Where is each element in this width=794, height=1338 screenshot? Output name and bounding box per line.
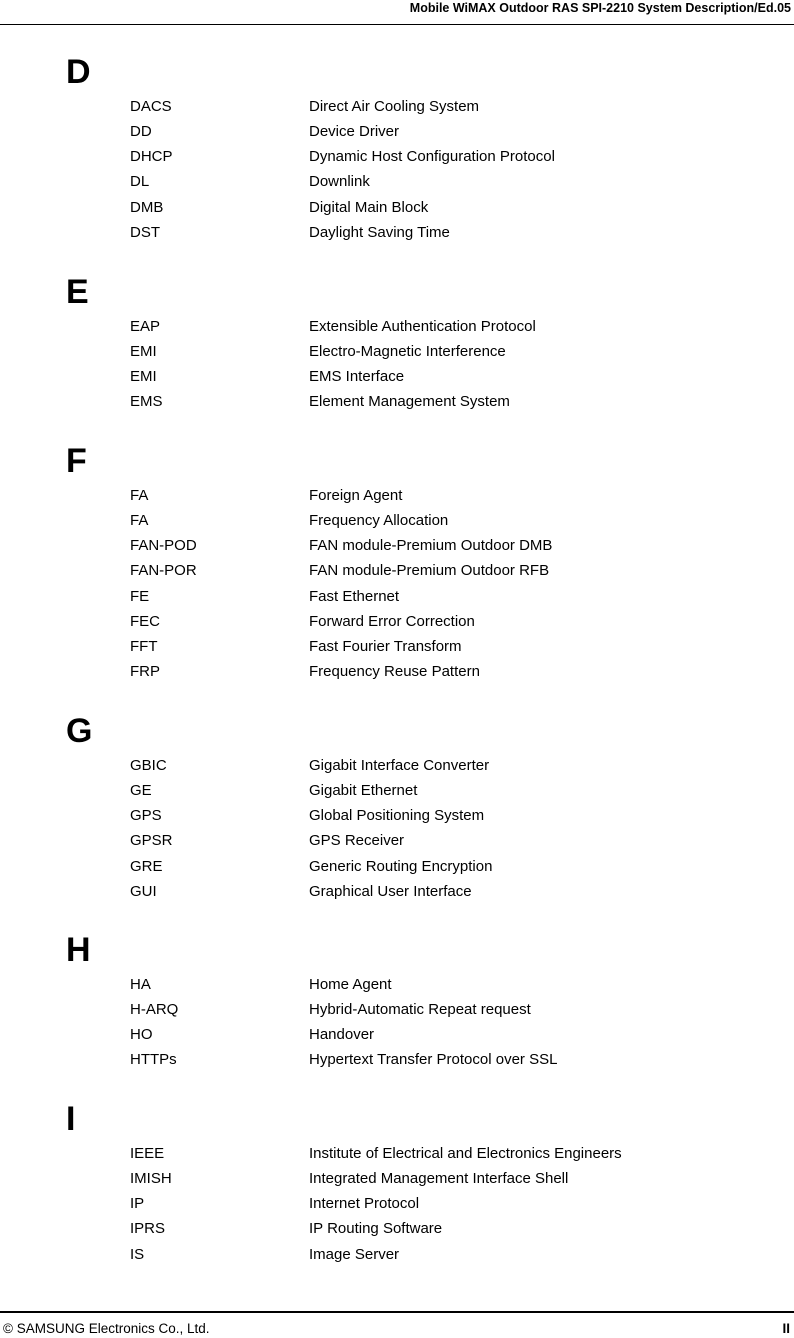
abbreviation: FA — [130, 512, 149, 530]
page-number: II — [782, 1321, 790, 1336]
abbreviation: FA — [130, 487, 149, 504]
glossary-entry — [0, 638, 794, 663]
abbreviation: EMI — [130, 368, 157, 386]
abbreviation: GUI — [130, 882, 157, 900]
definition: Image Server — [309, 1245, 400, 1263]
glossary-entry — [0, 1145, 794, 1170]
abbreviation: FAN-POD — [130, 537, 197, 555]
glossary-entry — [0, 562, 794, 587]
glossary-entry — [0, 1026, 794, 1051]
definition: Gigabit Interface Converter — [309, 757, 490, 774]
glossary-entry — [0, 393, 794, 418]
definition: Foreign Agent — [309, 487, 403, 504]
glossary-entry — [0, 858, 794, 883]
definition: Digital Main Block — [309, 198, 429, 216]
glossary-entry — [0, 1246, 794, 1271]
abbreviation: DL — [130, 173, 150, 191]
glossary-entry — [0, 613, 794, 638]
glossary-entry — [0, 368, 794, 393]
definition: Element Management System — [309, 393, 510, 411]
definition: Institute of Electrical and Electronics Engineers — [309, 1145, 622, 1162]
definition: Handover — [309, 1026, 375, 1044]
page-header — [0, 0, 794, 25]
definition: Fast Ethernet — [309, 587, 400, 605]
glossary-entry — [0, 663, 794, 688]
entry-list — [0, 1145, 794, 1271]
abbreviation: IPRS — [130, 1220, 166, 1238]
definition: Fast Fourier Transform — [309, 637, 462, 655]
section-letter: I — [66, 1100, 76, 1138]
glossary-entry — [0, 782, 794, 807]
glossary-entry — [0, 1001, 794, 1026]
abbreviation: FFT — [130, 637, 158, 655]
definition: FAN module-Premium Outdoor DMB — [309, 537, 553, 555]
definition: Electro-Magnetic Interference — [309, 343, 506, 361]
abbreviation: IMISH — [130, 1170, 172, 1188]
section-letter: G — [66, 712, 93, 750]
definition: Hypertext Transfer Protocol over SSL — [309, 1051, 558, 1069]
definition: Internet Protocol — [309, 1195, 420, 1213]
definition: Device Driver — [309, 123, 400, 141]
definition: Generic Routing Encryption — [309, 857, 493, 875]
definition: Forward Error Correction — [309, 612, 475, 630]
glossary-entry — [0, 173, 794, 198]
definition: FAN module-Premium Outdoor RFB — [309, 562, 550, 580]
definition: EMS Interface — [309, 368, 405, 386]
definition: Home Agent — [309, 976, 392, 993]
abbreviation: DD — [130, 123, 152, 141]
section-letter: E — [66, 273, 89, 311]
document-title: Mobile WiMAX Outdoor RAS SPI-2210 System Description/Ed.05 — [409, 1, 791, 15]
glossary-entry — [0, 537, 794, 562]
definition: Gigabit Ethernet — [309, 782, 418, 800]
glossary-entry — [0, 1170, 794, 1195]
abbreviation: EAP — [130, 318, 161, 335]
glossary-entry — [0, 487, 794, 512]
definition: GPS Receiver — [309, 832, 405, 850]
definition: Daylight Saving Time — [309, 223, 450, 241]
abbreviation: HTTPs — [130, 1051, 177, 1069]
section-letter: F — [66, 442, 87, 480]
abbreviation: HA — [130, 976, 151, 993]
abbreviation: GPS — [130, 807, 162, 825]
abbreviation: GE — [130, 782, 152, 800]
glossary-entry — [0, 1195, 794, 1220]
abbreviation: H-ARQ — [130, 1001, 179, 1019]
glossary-entry — [0, 148, 794, 173]
abbreviation: IEEE — [130, 1145, 165, 1162]
abbreviation: DACS — [130, 98, 172, 115]
abbreviation: EMS — [130, 393, 163, 411]
definition: Graphical User Interface — [309, 882, 472, 900]
glossary-entry — [0, 832, 794, 857]
section-letter: D — [66, 53, 91, 91]
entry-list — [0, 487, 794, 688]
glossary-entry — [0, 588, 794, 613]
page-footer — [0, 1311, 794, 1338]
abbreviation: GRE — [130, 857, 163, 875]
abbreviation: HO — [130, 1026, 153, 1044]
abbreviation: EMI — [130, 343, 157, 361]
glossary-entry — [0, 757, 794, 782]
glossary-entry — [0, 807, 794, 832]
definition: Frequency Reuse Pattern — [309, 662, 480, 680]
definition: Extensible Authentication Protocol — [309, 318, 536, 335]
glossary-entry — [0, 1220, 794, 1245]
entry-list — [0, 976, 794, 1077]
abbreviation: DMB — [130, 198, 164, 216]
copyright-text: © SAMSUNG Electronics Co., Ltd. — [3, 1321, 210, 1336]
glossary-entry — [0, 123, 794, 148]
glossary-entry — [0, 318, 794, 343]
glossary-entry — [0, 1051, 794, 1076]
glossary-entry — [0, 98, 794, 123]
glossary-entry — [0, 224, 794, 249]
abbreviation: FAN-POR — [130, 562, 197, 580]
abbreviation: FEC — [130, 612, 160, 630]
definition: Global Positioning System — [309, 807, 485, 825]
entry-list — [0, 318, 794, 419]
definition: Frequency Allocation — [309, 512, 449, 530]
abbreviation: DHCP — [130, 148, 173, 166]
definition: Integrated Management Interface Shell — [309, 1170, 569, 1188]
glossary-entry — [0, 199, 794, 224]
glossary-entry — [0, 976, 794, 1001]
abbreviation: DST — [130, 223, 160, 241]
definition: Hybrid-Automatic Repeat request — [309, 1001, 531, 1019]
definition: IP Routing Software — [309, 1220, 443, 1238]
abbreviation: GPSR — [130, 832, 173, 850]
definition: Downlink — [309, 173, 370, 191]
glossary-entry — [0, 883, 794, 908]
abbreviation: FE — [130, 587, 150, 605]
definition: Dynamic Host Configuration Protocol — [309, 148, 555, 166]
entry-list — [0, 98, 794, 249]
glossary-entry — [0, 512, 794, 537]
abbreviation: GBIC — [130, 757, 167, 774]
section-letter: H — [66, 931, 91, 969]
abbreviation: IP — [130, 1195, 145, 1213]
abbreviation: IS — [130, 1245, 145, 1263]
definition: Direct Air Cooling System — [309, 98, 480, 115]
entry-list — [0, 757, 794, 908]
glossary-entry — [0, 343, 794, 368]
abbreviation: FRP — [130, 662, 160, 680]
